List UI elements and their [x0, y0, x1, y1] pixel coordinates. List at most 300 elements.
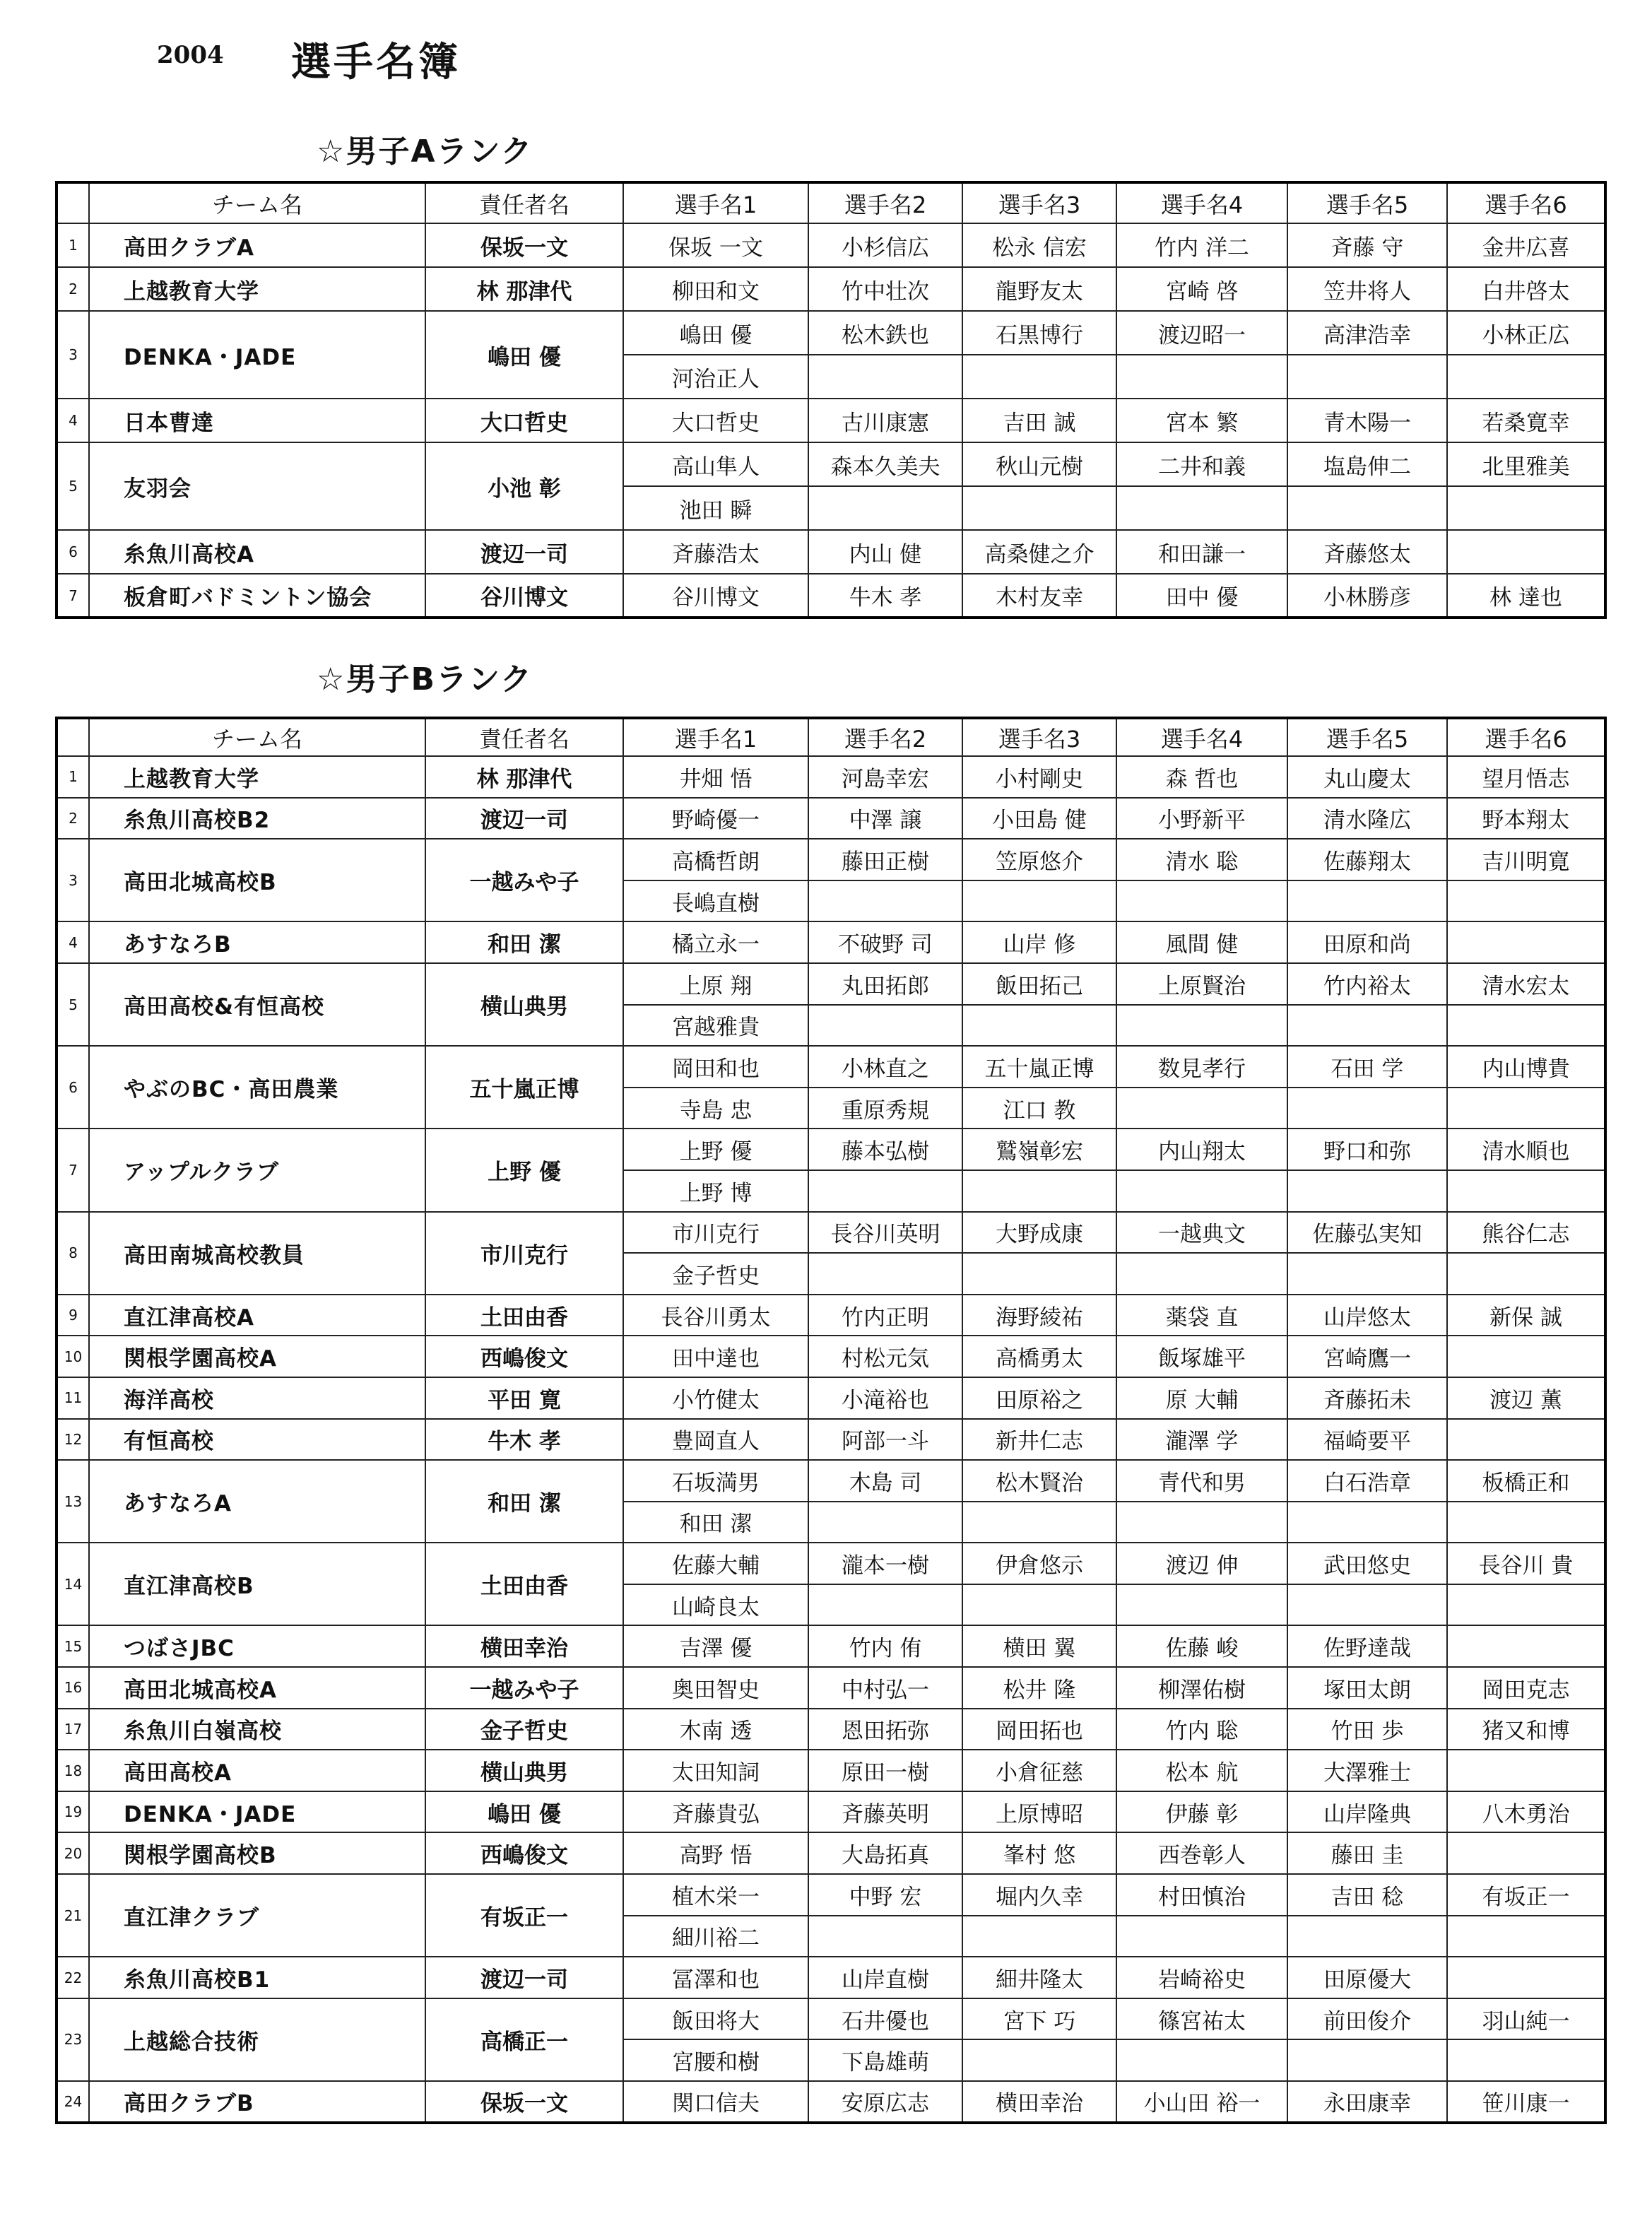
player-name: 二井和義 [1116, 442, 1287, 486]
player-empty [962, 1502, 1116, 1543]
player-name: 佐藤 峻 [1116, 1625, 1287, 1667]
header-row [57, 718, 1605, 756]
leader-name: 一越みや子 [425, 1667, 623, 1709]
table-row [57, 1709, 1605, 1750]
leader-name: 渡辺一司 [425, 798, 623, 839]
player-name: 高津浩幸 [1287, 311, 1447, 355]
player-name: 斉藤悠太 [1287, 530, 1447, 574]
row-number: 14 [57, 1543, 89, 1625]
leader-name: 渡辺一司 [425, 530, 623, 574]
row-number: 13 [57, 1460, 89, 1543]
player-name: 佐野達哉 [1287, 1625, 1447, 1667]
player-empty [1447, 2039, 1605, 2081]
team-name: 糸魚川高校B1 [89, 1957, 425, 1998]
table-row [57, 1832, 1605, 1874]
player-empty [808, 1253, 962, 1295]
player-name: 豊岡直人 [623, 1419, 808, 1461]
leader-name: 平田 寛 [425, 1377, 623, 1419]
player-name: 大島拓真 [808, 1832, 962, 1874]
team-name: 糸魚川白嶺高校 [89, 1709, 425, 1750]
table-row [57, 1419, 1605, 1461]
player-name: 石坂満男 [623, 1460, 808, 1502]
player-name: 江口 教 [962, 1088, 1116, 1129]
player-empty [808, 1584, 962, 1626]
player-name: 飯田将大 [623, 1998, 808, 2040]
player-name: 藤本弘樹 [808, 1129, 962, 1170]
row-number: 7 [57, 574, 89, 618]
table-row [57, 1667, 1605, 1709]
row-number: 20 [57, 1832, 89, 1874]
player-name: 篠宮祐太 [1116, 1998, 1287, 2040]
player-name: 小村剛史 [962, 756, 1116, 798]
player-name: 飯田拓己 [962, 963, 1116, 1005]
header-cell: 責任者名 [425, 718, 623, 756]
player-name [1447, 530, 1605, 574]
player-name: 長谷川英明 [808, 1212, 962, 1254]
table-header [57, 182, 1605, 223]
table-row [57, 1377, 1605, 1419]
row-number: 6 [57, 530, 89, 574]
player-name: 内山 健 [808, 530, 962, 574]
player-name [1447, 1419, 1605, 1461]
player-empty [1116, 1584, 1287, 1626]
leader-name: 大口哲史 [425, 399, 623, 442]
player-name: 小林勝彦 [1287, 574, 1447, 618]
player-name: 村田慎治 [1116, 1874, 1287, 1916]
row-number: 2 [57, 798, 89, 839]
player-name: 植木栄一 [623, 1874, 808, 1916]
player-name: 秋山元樹 [962, 442, 1116, 486]
player-name: 熊谷仁志 [1447, 1212, 1605, 1254]
player-name: 横田幸治 [962, 2081, 1116, 2123]
player-name: 嶋田 優 [623, 311, 808, 355]
table-row [57, 1625, 1605, 1667]
table-row [57, 311, 1605, 355]
team-name: 上越教育大学 [89, 267, 425, 311]
player-empty [962, 880, 1116, 922]
player-name: 風間 健 [1116, 921, 1287, 963]
team-name: アップルクラブ [89, 1129, 425, 1211]
player-empty [1116, 1005, 1287, 1047]
player-empty [1116, 1170, 1287, 1212]
table-row [57, 1543, 1605, 1584]
team-name: 高田クラブA [89, 223, 425, 267]
player-name: 細井隆太 [962, 1957, 1116, 1998]
row-number: 18 [57, 1750, 89, 1791]
player-name: 青木陽一 [1287, 399, 1447, 442]
player-empty [1287, 1502, 1447, 1543]
player-name: 松本 航 [1116, 1750, 1287, 1791]
player-name: 安原広志 [808, 2081, 962, 2123]
player-name: 笠原悠介 [962, 839, 1116, 880]
row-number: 4 [57, 921, 89, 963]
table-row [57, 1791, 1605, 1833]
player-name: 田原裕之 [962, 1377, 1116, 1419]
player-name: 渡辺昭一 [1116, 311, 1287, 355]
row-number: 3 [57, 839, 89, 921]
player-name: 斉藤貴弘 [623, 1791, 808, 1833]
player-name: 清水宏太 [1447, 963, 1605, 1005]
player-name: 笹川康一 [1447, 2081, 1605, 2123]
player-name: 高橋勇太 [962, 1336, 1116, 1377]
player-name: 谷川博文 [623, 574, 808, 618]
player-empty [962, 1584, 1116, 1626]
player-name: 伊倉悠示 [962, 1543, 1116, 1584]
table-row [57, 921, 1605, 963]
header-cell: 選手名1 [623, 718, 808, 756]
row-number: 24 [57, 2081, 89, 2123]
player-name: 大野成康 [962, 1212, 1116, 1254]
player-name: 望月悟志 [1447, 756, 1605, 798]
player-name: 木南 透 [623, 1709, 808, 1750]
table-body [57, 223, 1605, 618]
player-name: 原田一樹 [808, 1750, 962, 1791]
team-name: 高田北城高校B [89, 839, 425, 921]
row-number: 3 [57, 311, 89, 399]
player-name: 斉藤 守 [1287, 223, 1447, 267]
leader-name: 西嶋俊文 [425, 1336, 623, 1377]
player-empty [1447, 1005, 1605, 1047]
player-name: 高野 悟 [623, 1832, 808, 1874]
player-name: 渡辺 伸 [1116, 1543, 1287, 1584]
player-name: 森本久美夫 [808, 442, 962, 486]
team-name: 糸魚川高校B2 [89, 798, 425, 839]
player-name: 冨澤和也 [623, 1957, 808, 1998]
mens-b-rank-table [55, 717, 1607, 2124]
player-empty [1287, 1253, 1447, 1295]
row-number: 21 [57, 1874, 89, 1957]
player-name: 河島幸宏 [808, 756, 962, 798]
player-name: 山岸隆典 [1287, 1791, 1447, 1833]
player-empty [1447, 1170, 1605, 1212]
table-row [57, 1295, 1605, 1336]
player-name: 海野綾祐 [962, 1295, 1116, 1336]
row-number: 10 [57, 1336, 89, 1377]
header-cell: 選手名3 [962, 718, 1116, 756]
player-empty [962, 486, 1116, 530]
player-name: 金子哲史 [623, 1253, 808, 1295]
player-name: 塩島伸二 [1287, 442, 1447, 486]
team-name: DENKA・JADE [89, 311, 425, 399]
player-name: 薬袋 直 [1116, 1295, 1287, 1336]
player-name: 上野 博 [623, 1170, 808, 1212]
player-name: 太田知詞 [623, 1750, 808, 1791]
player-name: 原 大輔 [1116, 1377, 1287, 1419]
player-name: 小田島 健 [962, 798, 1116, 839]
player-empty [1287, 1584, 1447, 1626]
player-name: 森 哲也 [1116, 756, 1287, 798]
leader-name: 一越みや子 [425, 839, 623, 921]
player-empty [1287, 1005, 1447, 1047]
player-name: 瀧本一樹 [808, 1543, 962, 1584]
player-empty [1447, 1502, 1605, 1543]
team-name: 上越総合技術 [89, 1998, 425, 2081]
player-empty [1116, 486, 1287, 530]
player-name: 岡田拓也 [962, 1709, 1116, 1750]
row-number: 12 [57, 1419, 89, 1461]
player-name: 中澤 譲 [808, 798, 962, 839]
player-empty [1116, 1502, 1287, 1543]
player-name: 高山隼人 [623, 442, 808, 486]
header-cell-number [57, 718, 89, 756]
leader-name: 保坂一文 [425, 223, 623, 267]
row-number: 5 [57, 442, 89, 530]
player-name: 大口哲史 [623, 399, 808, 442]
leader-name: 横田幸治 [425, 1625, 623, 1667]
player-name: 佐藤弘実知 [1287, 1212, 1447, 1254]
player-empty [1447, 1584, 1605, 1626]
player-name: 小滝裕也 [808, 1377, 962, 1419]
player-name: 長嶋直樹 [623, 880, 808, 922]
player-name [1447, 1750, 1605, 1791]
player-name: 八木勇治 [1447, 1791, 1605, 1833]
row-number: 5 [57, 963, 89, 1046]
player-name: 武田悠史 [1287, 1543, 1447, 1584]
table-row [57, 1129, 1605, 1170]
player-name: 上原 翔 [623, 963, 808, 1005]
player-name: 竹田 歩 [1287, 1709, 1447, 1750]
leader-name: 横山典男 [425, 1750, 623, 1791]
player-name: 清水 聡 [1116, 839, 1287, 880]
table-row [57, 1046, 1605, 1088]
player-name: 福崎要平 [1287, 1419, 1447, 1461]
player-name: 上原賢治 [1116, 963, 1287, 1005]
player-empty [1447, 355, 1605, 399]
leader-name: 和田 潔 [425, 921, 623, 963]
player-name: 石黒博行 [962, 311, 1116, 355]
team-name: 関根学園高校A [89, 1336, 425, 1377]
player-empty [808, 1916, 962, 1957]
table-row [57, 1998, 1605, 2040]
player-name: 斉藤浩太 [623, 530, 808, 574]
player-name: 松木鉄也 [808, 311, 962, 355]
header-cell: 選手名6 [1447, 182, 1605, 223]
table-row [57, 1460, 1605, 1502]
player-name: 青代和男 [1116, 1460, 1287, 1502]
team-name: 高田南城高校教員 [89, 1212, 425, 1295]
player-empty [1447, 1253, 1605, 1295]
leader-name: 市川克行 [425, 1212, 623, 1295]
player-name: 若桑寛幸 [1447, 399, 1605, 442]
header-cell: 選手名3 [962, 182, 1116, 223]
leader-name: 小池 彰 [425, 442, 623, 530]
header-cell: 選手名6 [1447, 718, 1605, 756]
player-name: 吉田 稔 [1287, 1874, 1447, 1916]
header-cell: チーム名 [89, 718, 425, 756]
player-name: 石田 学 [1287, 1046, 1447, 1088]
player-name: 佐藤大輔 [623, 1543, 808, 1584]
row-number: 23 [57, 1998, 89, 2081]
team-name: 糸魚川高校A [89, 530, 425, 574]
header-cell-number [57, 182, 89, 223]
leader-name: 有坂正一 [425, 1874, 623, 1957]
team-name: あすなろA [89, 1460, 425, 1543]
table-row [57, 1750, 1605, 1791]
player-empty [1116, 2039, 1287, 2081]
row-number: 4 [57, 399, 89, 442]
leader-name: 土田由香 [425, 1295, 623, 1336]
player-name: 重原秀規 [808, 1088, 962, 1129]
player-name: 渡辺 薫 [1447, 1377, 1605, 1419]
player-empty [1116, 1253, 1287, 1295]
player-name: 笠井将人 [1287, 267, 1447, 311]
player-name: 松永 信宏 [962, 223, 1116, 267]
header-row [57, 182, 1605, 223]
player-name: 細川裕二 [623, 1916, 808, 1957]
player-name: 松木賢治 [962, 1460, 1116, 1502]
table-row [57, 442, 1605, 486]
player-name: 林 達也 [1447, 574, 1605, 618]
player-name: 吉川明寛 [1447, 839, 1605, 880]
team-name: 直江津高校A [89, 1295, 425, 1336]
team-name: 板倉町バドミントン協会 [89, 574, 425, 618]
player-empty [1116, 355, 1287, 399]
row-number: 8 [57, 1212, 89, 1295]
player-name: 数見孝行 [1116, 1046, 1287, 1088]
player-name: 中野 宏 [808, 1874, 962, 1916]
player-empty [962, 355, 1116, 399]
player-name: 橘立永一 [623, 921, 808, 963]
row-number: 2 [57, 267, 89, 311]
player-name: 伊藤 彰 [1116, 1791, 1287, 1833]
team-name: 高田高校&有恒高校 [89, 963, 425, 1046]
table-header [57, 718, 1605, 756]
table-body [57, 756, 1605, 2123]
team-name: 友羽会 [89, 442, 425, 530]
player-empty [962, 1916, 1116, 1957]
player-name: 羽山純一 [1447, 1998, 1605, 2040]
player-name: 有坂正一 [1447, 1874, 1605, 1916]
player-name: 保坂 一文 [623, 223, 808, 267]
table-row [57, 223, 1605, 267]
player-empty [1447, 880, 1605, 922]
player-empty [1287, 1088, 1447, 1129]
player-name: 永田康幸 [1287, 2081, 1447, 2123]
player-name: 大澤雅士 [1287, 1750, 1447, 1791]
table-row [57, 1957, 1605, 1998]
row-number: 1 [57, 756, 89, 798]
table-row [57, 839, 1605, 880]
player-name: 下島雄萌 [808, 2039, 962, 2081]
row-number: 6 [57, 1046, 89, 1129]
player-name: 飯塚雄平 [1116, 1336, 1287, 1377]
document-title: 選手名簿 [291, 40, 461, 86]
header-cell: 選手名2 [808, 718, 962, 756]
player-name: 宮崎 啓 [1116, 267, 1287, 311]
player-name: 木村友幸 [962, 574, 1116, 618]
player-name: 内山翔太 [1116, 1129, 1287, 1170]
player-empty [1447, 1916, 1605, 1957]
player-name: 小林正広 [1447, 311, 1605, 355]
player-name: 藤田 圭 [1287, 1832, 1447, 1874]
player-name: 古川康憲 [808, 399, 962, 442]
player-name: 野本翔太 [1447, 798, 1605, 839]
player-name: 岡田克志 [1447, 1667, 1605, 1709]
player-name: 竹内 侑 [808, 1625, 962, 1667]
header-cell: 選手名5 [1287, 182, 1447, 223]
player-name [1447, 1336, 1605, 1377]
player-name: 清水隆広 [1287, 798, 1447, 839]
player-name: 内山博貴 [1447, 1046, 1605, 1088]
leader-name: 嶋田 優 [425, 1791, 623, 1833]
player-empty [808, 1170, 962, 1212]
team-name: 日本曹達 [89, 399, 425, 442]
player-empty [962, 2039, 1116, 2081]
leader-name: 土田由香 [425, 1543, 623, 1625]
player-name: 井畑 悟 [623, 756, 808, 798]
leader-name: 金子哲史 [425, 1709, 623, 1750]
row-number: 19 [57, 1791, 89, 1833]
player-name: 竹中壮次 [808, 267, 962, 311]
leader-name: 嶋田 優 [425, 311, 623, 399]
player-name: 北里雅美 [1447, 442, 1605, 486]
player-empty [1287, 880, 1447, 922]
header-cell: 選手名5 [1287, 718, 1447, 756]
player-name: 宮本 繁 [1116, 399, 1287, 442]
player-name: 恩田拓弥 [808, 1709, 962, 1750]
player-name: 竹内 洋二 [1116, 223, 1287, 267]
player-name: 木島 司 [808, 1460, 962, 1502]
table-row [57, 399, 1605, 442]
player-empty [808, 1005, 962, 1047]
player-name: 野口和弥 [1287, 1129, 1447, 1170]
player-name: 田原和尚 [1287, 921, 1447, 963]
player-empty [962, 1170, 1116, 1212]
team-name: 上越教育大学 [89, 756, 425, 798]
player-name: 吉澤 優 [623, 1625, 808, 1667]
player-empty [808, 355, 962, 399]
header-cell: 選手名4 [1116, 182, 1287, 223]
player-name: 松井 隆 [962, 1667, 1116, 1709]
player-name: 白井啓太 [1447, 267, 1605, 311]
player-empty [1287, 1170, 1447, 1212]
table-row [57, 1212, 1605, 1254]
player-name: 野崎優一 [623, 798, 808, 839]
player-name: 長谷川 貴 [1447, 1543, 1605, 1584]
table-row [57, 756, 1605, 798]
player-name: 中村弘一 [808, 1667, 962, 1709]
leader-name: 高橋正一 [425, 1998, 623, 2081]
player-name: 堀内久幸 [962, 1874, 1116, 1916]
team-name: 関根学園高校B [89, 1832, 425, 1874]
player-empty [962, 1005, 1116, 1047]
player-name: 塚田太朗 [1287, 1667, 1447, 1709]
player-empty [962, 1253, 1116, 1295]
player-name [1447, 921, 1605, 963]
player-name: 横田 翼 [962, 1625, 1116, 1667]
player-name: 岩崎裕史 [1116, 1957, 1287, 1998]
header-cell: 選手名4 [1116, 718, 1287, 756]
row-number: 9 [57, 1295, 89, 1336]
player-name: 龍野友太 [962, 267, 1116, 311]
player-name: 山岸悠太 [1287, 1295, 1447, 1336]
player-empty [1287, 1916, 1447, 1957]
player-name: 高橋哲朗 [623, 839, 808, 880]
team-name: あすなろB [89, 921, 425, 963]
player-name: 田原優大 [1287, 1957, 1447, 1998]
player-name: 宮下 巧 [962, 1998, 1116, 2040]
player-name: 田中達也 [623, 1336, 808, 1377]
player-name: 板橋正和 [1447, 1460, 1605, 1502]
section-b-title: ☆男子Bランク [317, 661, 533, 697]
player-empty [1116, 1088, 1287, 1129]
player-name: 田中 優 [1116, 574, 1287, 618]
player-name: 峯村 悠 [962, 1832, 1116, 1874]
player-empty [1116, 1916, 1287, 1957]
team-name: 直江津高校B [89, 1543, 425, 1625]
player-name: 上原博昭 [962, 1791, 1116, 1833]
player-name: 猪又和博 [1447, 1709, 1605, 1750]
